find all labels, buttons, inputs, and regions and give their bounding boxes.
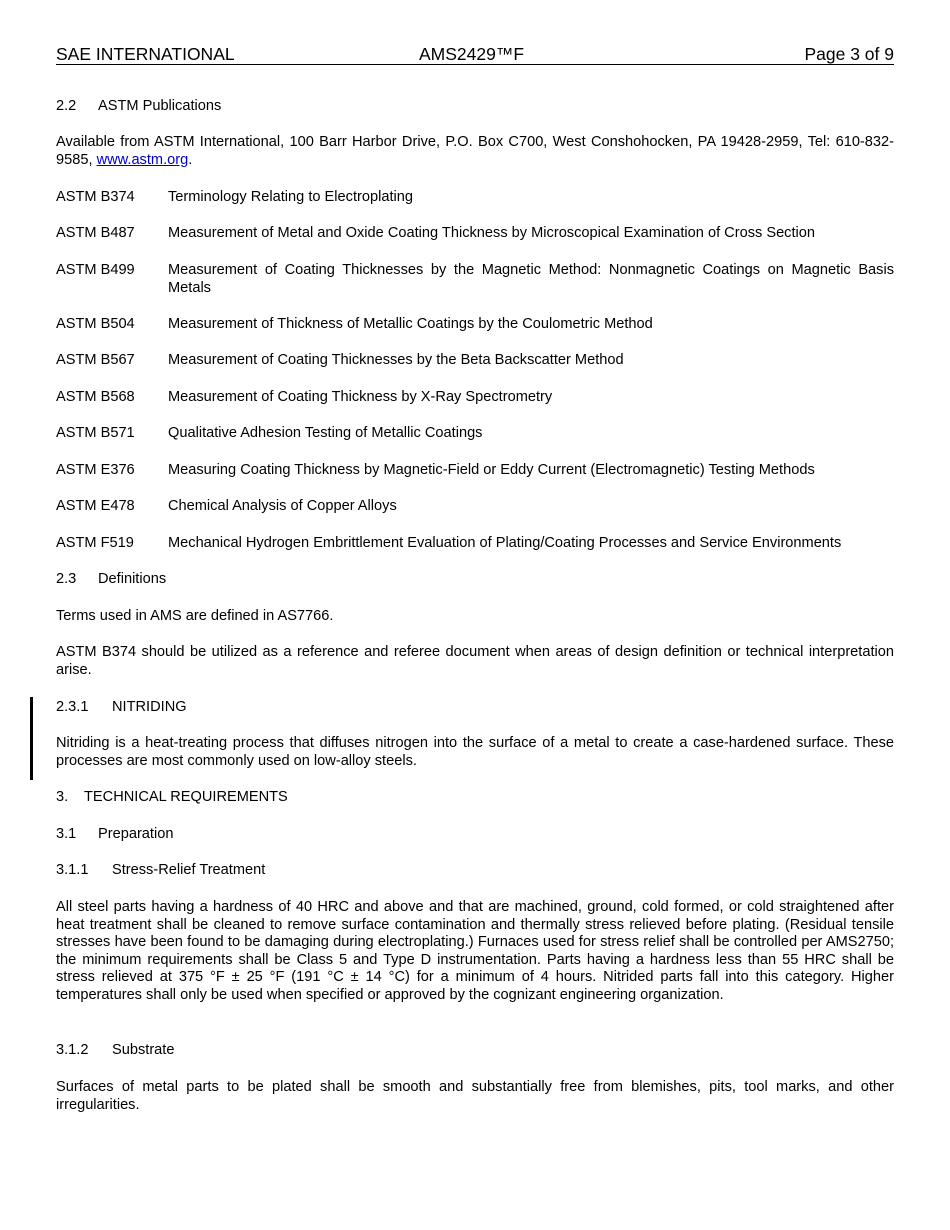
astm-availability-paragraph: [56, 134, 894, 169]
reference-title: Measurement of Thickness of Metallic Coatings by the Coulometric Method: [168, 316, 653, 332]
section-title: Preparation: [98, 826, 174, 842]
availability-suffix: .: [188, 151, 193, 168]
definitions-paragraph-1: Terms used in AMS are defined in AS7766.: [56, 608, 334, 624]
reference-item: [56, 389, 894, 407]
reference-item: [56, 462, 894, 480]
reference-title: Qualitative Adhesion Testing of Metallic Coatings: [168, 425, 483, 441]
section-number: 3.1.2: [56, 1042, 89, 1058]
header-document-number: AMS2429™F: [419, 44, 525, 64]
section-title: NITRIDING: [112, 699, 187, 715]
reference-code: ASTM B571: [56, 425, 135, 441]
reference-item: [56, 535, 894, 553]
section-number: 2.3.1: [56, 699, 89, 715]
header-organization: SAE INTERNATIONAL: [56, 44, 235, 64]
nitriding-paragraph: Nitriding is a heat-treating process that diffuses nitrogen into the surface of a metal to create a case-hardened surface. These processes are most commonly used on low-alloy steels.: [56, 735, 894, 769]
section-heading-3: [56, 789, 894, 807]
reference-item: [56, 498, 894, 516]
reference-title: Measurement of Coating Thicknesses by the Magnetic Method: Nonmagnetic Coatings on Magnetic Basis Metals: [168, 262, 894, 296]
section-title: Definitions: [98, 571, 167, 587]
reference-title: Measurement of Coating Thickness by X-Ray Spectrometry: [168, 389, 553, 405]
section-heading-3-1-2: [56, 1042, 894, 1060]
reference-item: [56, 189, 894, 207]
reference-code: ASTM E376: [56, 462, 135, 478]
reference-title: Measuring Coating Thickness by Magnetic-Field or Eddy Current (Electromagnetic) Testing Methods: [168, 462, 815, 478]
section-title: Stress-Relief Treatment: [112, 862, 266, 878]
reference-title: Terminology Relating to Electroplating: [168, 189, 413, 205]
stress-relief-paragraph: All steel parts having a hardness of 40 HRC and above and that are machined, ground, cold formed, or cold straightened after heat treatment shall be cleaned to remove surface contamination and thermally stress relieved before plating. (Residual tensile stresses have been found to be damaging during electroplating.) Furnaces used for stress relief shall be controlled per AMS2750; the minimum requirements shall be Class 5 and Type D instrumentation. Parts having a hardness less than 55 HRC shall be stress relieved at 375 °F ± 25 °F (191 °C ± 14 °C) for a minimum of 4 hours. Nitrided parts fall into this category. Higher temperatures shall only be used when specified or approved by the cognizant engineering organization.: [56, 899, 894, 1003]
reference-title: Mechanical Hydrogen Embrittlement Evaluation of Plating/Coating Processes and Service Environments: [168, 535, 842, 551]
section-title: ASTM Publications: [98, 98, 222, 114]
reference-code: ASTM B568: [56, 389, 135, 405]
reference-item: [56, 425, 894, 443]
section-number: 3.1: [56, 826, 77, 842]
reference-title: Measurement of Metal and Oxide Coating Thickness by Microscopical Examination of Cross Section: [168, 225, 816, 241]
section-title: Substrate: [112, 1042, 175, 1058]
astm-website-link[interactable]: www.astm.org: [96, 151, 189, 168]
substrate-paragraph: Surfaces of metal parts to be plated shall be smooth and substantially free from blemishes, pits, tool marks, and other irregularities.: [56, 1079, 894, 1113]
section-heading-2-3: [56, 571, 894, 589]
section-heading-2-2: [56, 98, 894, 116]
section-number: 3.1.1: [56, 862, 89, 878]
section-number: 3.: [56, 789, 69, 805]
reference-code: ASTM B487: [56, 225, 135, 241]
reference-code: ASTM B499: [56, 262, 135, 278]
page-header: [56, 44, 894, 65]
section-heading-2-3-1: [56, 699, 894, 717]
reference-code: ASTM F519: [56, 535, 134, 551]
reference-code: ASTM B504: [56, 316, 135, 332]
reference-item: [56, 316, 894, 334]
revision-change-bar: [30, 697, 33, 780]
section-heading-3-1-1: [56, 862, 894, 880]
reference-title: Measurement of Coating Thicknesses by the Beta Backscatter Method: [168, 352, 624, 368]
reference-item: [56, 225, 894, 243]
reference-item: [56, 352, 894, 370]
section-number: 2.3: [56, 571, 77, 587]
reference-code: ASTM E478: [56, 498, 135, 514]
definitions-paragraph-2: ASTM B374 should be utilized as a reference and referee document when areas of design definition or technical interpretation arise.: [56, 644, 894, 678]
section-title: TECHNICAL REQUIREMENTS: [84, 789, 288, 805]
section-heading-3-1: [56, 826, 894, 844]
reference-title: Chemical Analysis of Copper Alloys: [168, 498, 397, 514]
reference-item: [56, 262, 894, 297]
reference-code: ASTM B374: [56, 189, 135, 205]
section-number: 2.2: [56, 98, 77, 114]
header-page-number: Page 3 of 9: [804, 44, 894, 64]
availability-text: Available from ASTM International, 100 Barr Harbor Drive, P.O. Box C700, West Conshohocken, PA 19428-2959, Tel: 610-832-9585,: [56, 134, 894, 168]
reference-code: ASTM B567: [56, 352, 135, 368]
